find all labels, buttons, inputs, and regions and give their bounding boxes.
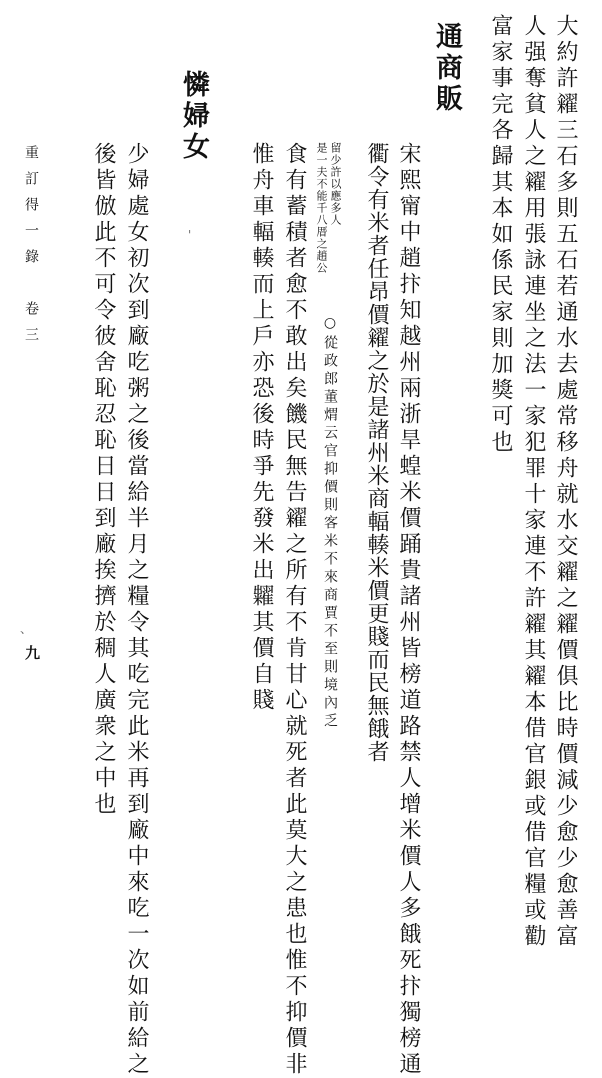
annotation-line: 留少許以應多人 [329,142,342,226]
annotation-line: 是一夫不能千八厝之趙公 [315,142,328,274]
text-column: 惟舟車輻輳而上戶亦恐後時爭先發米出糶其價自賤 [249,142,274,714]
text-column: 食有蓄積者愈不敢出矣饑民無告糴之所有不肯甘心就死者此莫大之患也惟不抑價非 [282,142,307,1078]
text-column: 少婦處女初次到廠吃粥之後當給半月之糧令其吃完此米再到廠中來吃一次如前給之 [124,142,149,1078]
print-mark: 、 [20,622,33,636]
print-mark: ' [188,228,192,242]
text-column: 後皆倣此不可令彼舍恥忍恥日日到廠挨擠於稠人廣衆之中也 [91,142,116,818]
text-column: 衢令有米者任昂價糴之於是諸州米商輻輳米價更賤而民無餓者 [364,142,389,763]
text-column: ○從政郎董煟云官抑價則客米不來商賈不至則境內乏 [322,315,338,731]
page-number: 九 [23,645,41,660]
text-column: 人强奪貧人之糴用張詠連坐之法一家犯罪十家連不許糴其糴本借官銀或借官糧或勸 [521,14,546,950]
text-column: 大約許糴三石多則五石若通水去處常移舟就水交糴之糴價俱比時價減少愈少愈善富 [553,14,578,950]
section-heading: 憐婦女 [178,70,209,163]
running-title: 重訂得一錄 卷三 [23,145,39,353]
text-column: 富家事完各歸其本如係民家則加獎可也 [488,14,513,456]
section-heading: 通商販 [431,22,462,115]
text-column: 宋熙甯中趙抃知越州兩浙旱蝗米價踊貴諸州皆榜道路禁人增米價人多餓死抃獨榜通 [396,142,421,1078]
